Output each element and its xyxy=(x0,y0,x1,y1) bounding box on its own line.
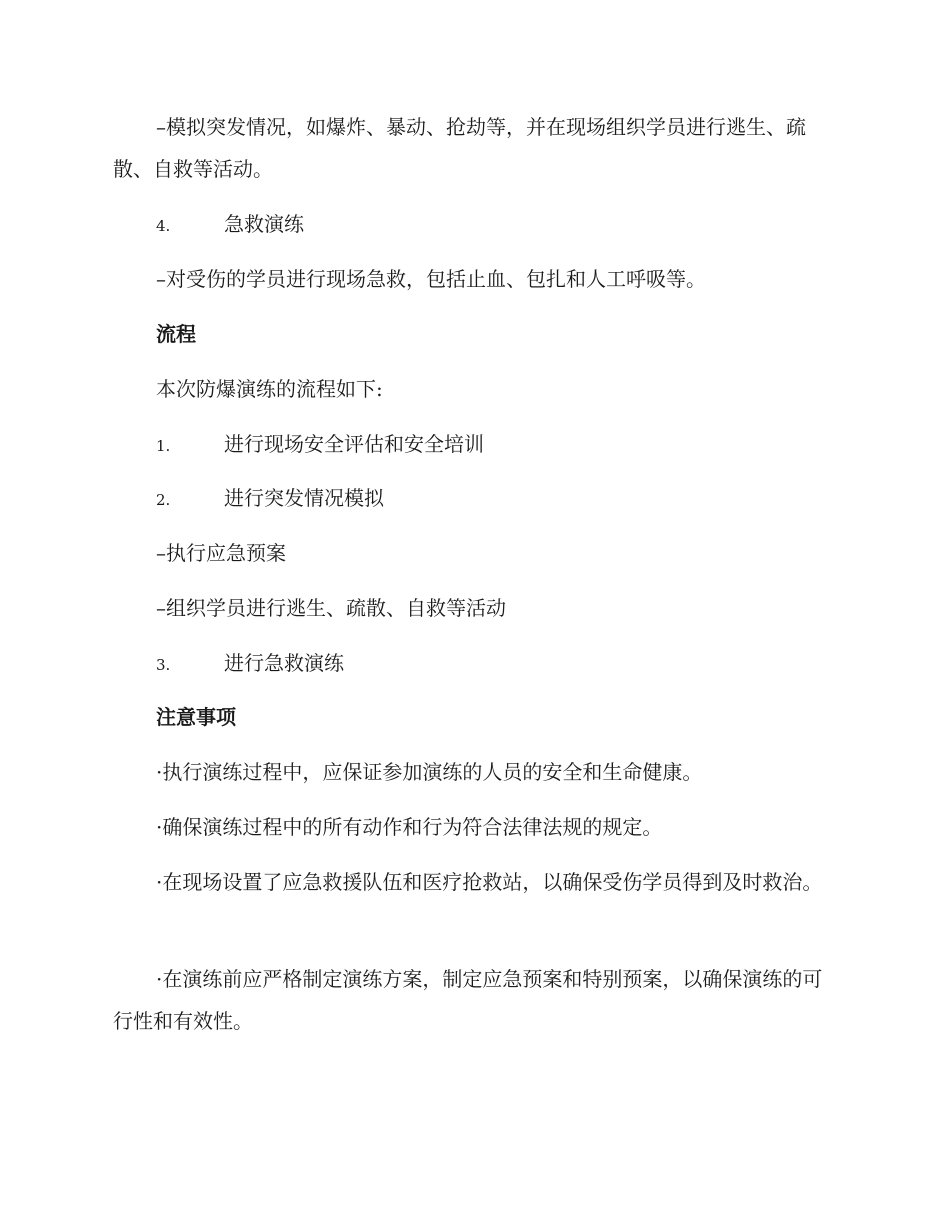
paragraph-simulation: –模拟突发情况，如爆炸、暴动、抢劫等，并在现场组织学员进行逃生、疏散、自救等活动。 xyxy=(113,115,806,181)
flow-sub-item-2: –组织学员进行逃生、疏散、自救等活动 xyxy=(156,596,506,620)
note-1: ·执行演练过程中，应保证参加演练的人员的安全和生命健康。 xyxy=(156,760,703,784)
note-4: ·在演练前应严格制定演练方案，制定应急预案和特别预案，以确保演练的可行性和有效性。 xyxy=(113,967,823,1033)
flow-item-3 xyxy=(113,642,828,686)
heading-flow: 流程 xyxy=(156,322,196,346)
flow-item-2 xyxy=(113,477,828,521)
note-3: ·在现场设置了应急救援队伍和医疗抢救站，以确保受伤学员得到及时救治。 xyxy=(156,870,823,894)
note-2: ·确保演练过程中的所有动作和行为符合法律法规的规定。 xyxy=(156,815,663,839)
heading-notes: 注意事项 xyxy=(156,705,236,729)
paragraph-first-aid: –对受伤的学员进行现场急救，包括止血、包扎和人工呼吸等。 xyxy=(156,267,706,291)
list-number: 2. xyxy=(156,491,171,509)
flow-intro: 本次防爆演练的流程如下: xyxy=(156,377,383,401)
list-number: 3. xyxy=(156,656,171,674)
list-item-text: 进行突发情况模拟 xyxy=(224,486,384,510)
flow-item-1 xyxy=(113,423,828,467)
list-number: 4. xyxy=(156,217,171,235)
list-item-text: 急救演练 xyxy=(224,212,304,236)
list-item-text: 进行急救演练 xyxy=(224,651,344,675)
list-number: 1. xyxy=(156,437,171,455)
flow-sub-item-1: –执行应急预案 xyxy=(156,541,286,565)
list-item-4 xyxy=(113,203,828,247)
list-item-text: 进行现场安全评估和安全培训 xyxy=(224,432,484,456)
